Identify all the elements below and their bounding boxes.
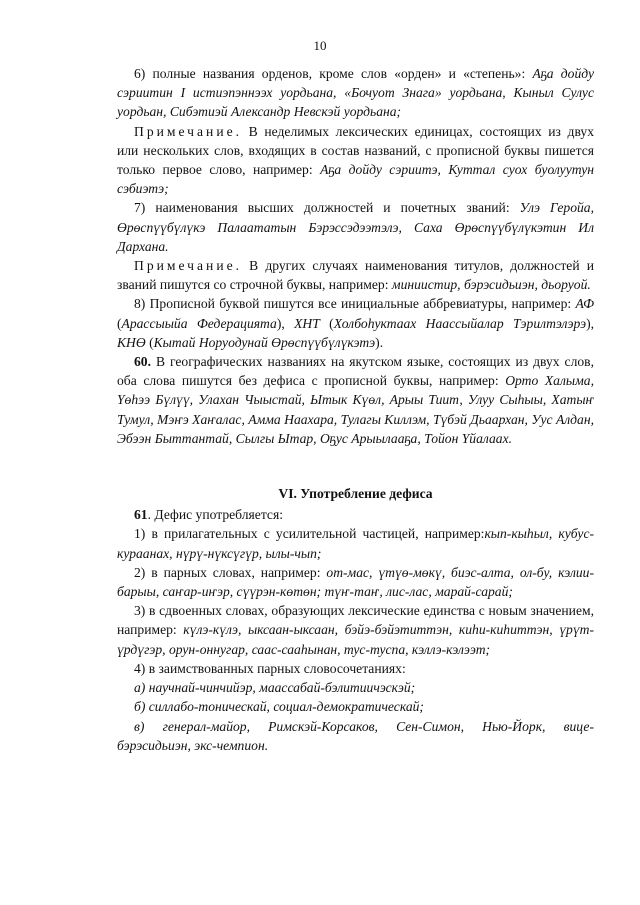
note-2-text: В других случаях наименования титулов, должностей и званий пишутся со строчной буквы, например: bbox=[117, 258, 594, 293]
sub-item-4-text: 4) в заимствованных парных словосочетаниях: bbox=[134, 660, 406, 676]
item-7 bbox=[117, 198, 594, 256]
item-6 bbox=[117, 64, 594, 122]
sub-item-3 bbox=[117, 601, 594, 659]
item-6-text: 6) полные названия орденов, кроме слов «орден» и «степень»: bbox=[134, 66, 533, 81]
sub-item-2-example: от-мас, үтүө-мөкү, биэс-алта, ол-бу, кэлии-барыы, саҥар-иҥэр, сүүрэн-көтөн; түҥ-таҥ, лис-лас, марай-сарай; bbox=[117, 564, 594, 600]
paren: ), bbox=[586, 315, 595, 331]
document-body bbox=[117, 64, 594, 755]
item-8-abbr-2: ХНТ bbox=[294, 315, 320, 331]
sub-item-2 bbox=[117, 563, 594, 601]
paren: ( bbox=[117, 315, 122, 331]
item-7-example: Улэ Геройа, Өрөспүүбүлүкэ Палаататын Бэрэссэдээтэлэ, Саха Өрөспүүбүлүкэтин Ил Дархана. bbox=[117, 200, 594, 254]
paren: ( bbox=[145, 334, 154, 350]
item-61-text: . Дефис употребляется: bbox=[147, 507, 283, 523]
sub-item-1-text: 1) в прилагательных с усилительной частицей, например: bbox=[134, 526, 485, 542]
item-8-abbr-2-full: Холбоһуктаах Наассыйалар Тэрилтэлэрэ bbox=[333, 315, 587, 331]
item-8-abbr-1-full: Арассыыйа Федерацията bbox=[121, 315, 277, 331]
sub-item-4-a: а) научнай-чинчийэр, маассабай-бэлитиичэскэй; bbox=[134, 680, 416, 696]
note-2-example: миниистир, бэрэсидьиэн, дьоруой. bbox=[391, 277, 591, 293]
sub-item-1-example: кып-кыһыл, кубус-кураанах, нүрү-нүксүгүр, ылы-чып; bbox=[117, 526, 594, 561]
sub-item-3-text: 3) в сдвоенных словах, образующих лексические единства с новым значением, например: bbox=[117, 603, 594, 638]
section-title: VI. Употребление дефиса bbox=[278, 486, 433, 502]
sub-item-4-b: б) силлабо-тоническай, социал-демократическай; bbox=[134, 699, 424, 715]
note-1-label: Примечание. bbox=[134, 123, 243, 139]
item-60-number: 60. bbox=[134, 354, 151, 370]
sub-item-1 bbox=[117, 524, 594, 562]
item-8-abbr-3: КНӨ bbox=[117, 334, 146, 350]
item-60-example: Орто Халыма, Үөһээ Бүлүү, Улахан Чыыстай, Ытык Күөл, Арыы Тиит, Улуу Сыһыы, Хатыҥ Тумул, Мэҥэ Хаҥалас, Амма Наахара, Тулагы Киллэм, Түбэй Дьаархан, Уус Алдан, Эбээн Быттантай, Сылгы Ытар, Оҕус Арыылааҕа, Тойон Үйалаах. bbox=[117, 373, 594, 446]
sub-item-4 bbox=[117, 659, 594, 678]
paren: ). bbox=[375, 334, 384, 350]
paren: ( bbox=[319, 315, 334, 331]
item-6-example: Аҕа дойду сэриитин I истиэпэннээх уордьана, «Бочуот Знага» уордьана, Кыныл Сулус уордьан, Сибэтиэй Александр Невскэй уордьана; bbox=[117, 66, 594, 120]
note-2 bbox=[117, 256, 594, 294]
note-1-text: В неделимых лексических единицах, состоящих из двух или нескольких слов, входящих в состав названий, с прописной буквы пишется только первое слово, например: bbox=[117, 123, 594, 178]
item-8-abbr-1: АФ bbox=[575, 296, 594, 312]
item-60 bbox=[117, 352, 594, 448]
item-8-abbr-3-full: Кытай Норуодунай Өрөспүүбүлүкэтэ bbox=[153, 334, 376, 350]
page-number: 10 bbox=[313, 38, 327, 53]
paren: ), bbox=[276, 315, 295, 331]
item-7-text: 7) наименования высших должностей и почетных званий: bbox=[134, 200, 520, 216]
item-61-number: 61 bbox=[134, 507, 148, 523]
note-2-label: Примечание. bbox=[134, 258, 243, 274]
sub-item-2-text: 2) в парных словах, например: bbox=[134, 564, 327, 580]
item-61 bbox=[117, 505, 594, 524]
note-1-example: Аҕа дойду сэриитэ, Куттал суох буолуутун сэбиэтэ; bbox=[117, 162, 594, 197]
sub-item-4-c: в) генерал-майор, Римскэй-Корсаков, Сен-Симон, Нью-Йорк, вице-бэрэсидьиэн, экс-чемпион. bbox=[117, 718, 594, 753]
item-8-text: 8) Прописной буквой пишутся все инициальные аббревиатуры, например: bbox=[134, 296, 576, 312]
sub-item-3-example: күлэ-күлэ, ыксаан-ыксаан, бэйэ-бэйэтиттэн, киһи-киһиттэн, үрүт-үрдүгэр, орун-оннугар, саас-сааһынан, тус-туспа, кэллэ-кэлээт; bbox=[117, 622, 594, 657]
item-60-text: В географических названиях на якутском языке, состоящих из двух слов, оба слова пишутся без дефиса с прописной буквы, например: bbox=[117, 354, 594, 389]
item-8 bbox=[117, 294, 594, 352]
note-1 bbox=[117, 122, 594, 199]
